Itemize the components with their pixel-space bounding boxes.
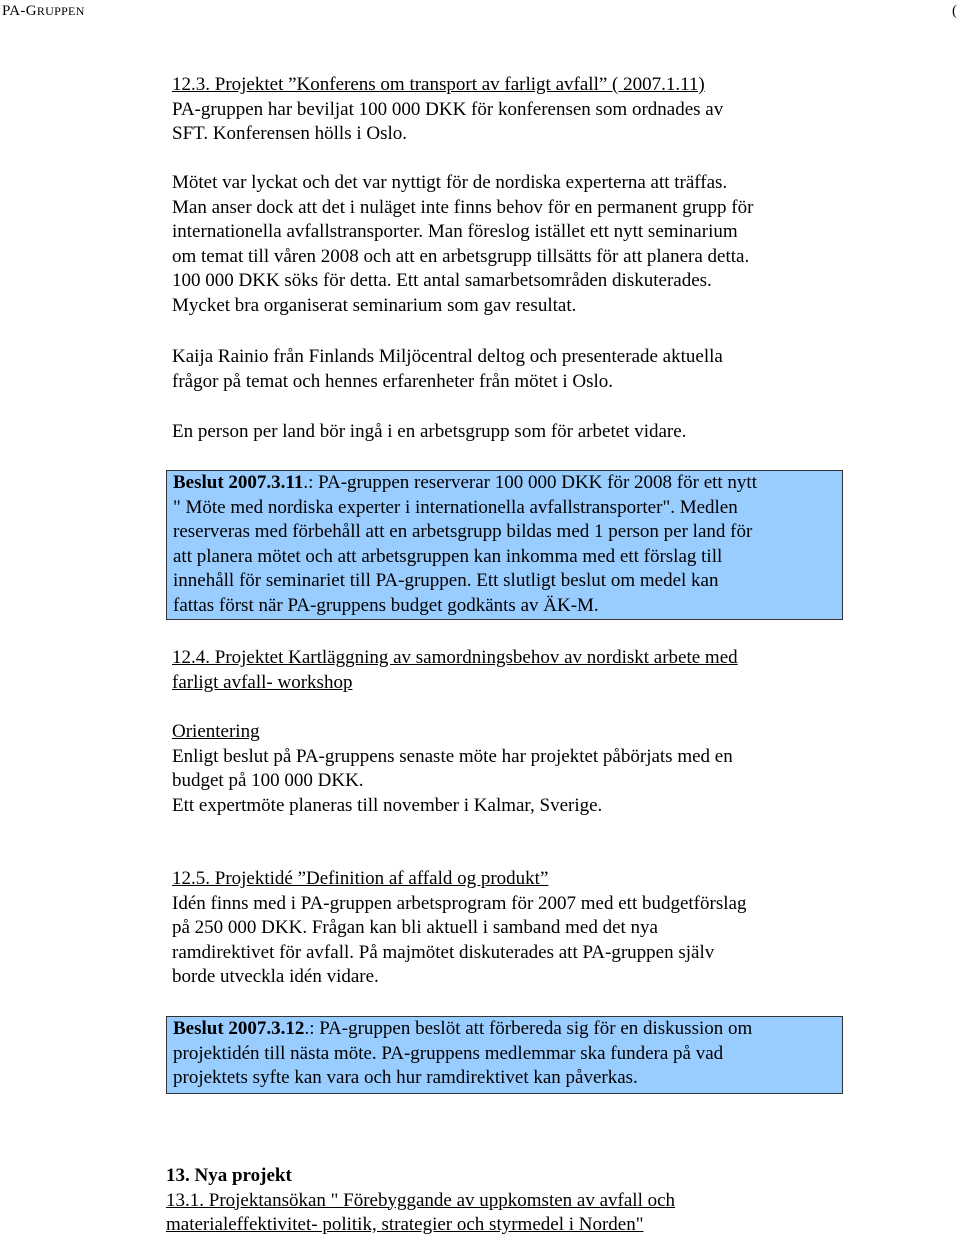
document-title [2, 0, 85, 22]
section-13-heading: 13. Nya projekt [166, 1165, 292, 1186]
paragraph-line: ramdirektivet för avfall. På majmötet diskuterades att PA-gruppen själv [172, 941, 715, 963]
section-12-4-body [172, 720, 862, 818]
section-12-3-paragraph-3 [172, 345, 862, 394]
paragraph-line: Idén finns med i PA-gruppen arbetsprogram för 2007 med ett budgetförslag [172, 892, 747, 914]
orientering-subheading: Orientering [172, 721, 260, 742]
decision-first-line [173, 471, 842, 496]
paragraph-line: Kaija Rainio från Finlands Miljöcentral deltog och presenterade aktuella [172, 346, 723, 367]
paragraph-line: En person per land bör ingå i en arbetsgrupp som för arbetet vidare. [172, 421, 687, 442]
paragraph-line: SFT. Konferensen hölls i Oslo. [172, 123, 408, 144]
paragraph-line: på 250 000 DKK. Frågan kan bli aktuell i samband med det nya [172, 917, 658, 938]
decision-line: " Möte med nordiska experter i internationella avfallstransporter". Medlen [173, 496, 738, 518]
decision-label: Beslut 2007.3.11 [173, 472, 304, 493]
section-12-3-paragraph-4 [172, 420, 862, 445]
decision-text: .: PA-gruppen reserverar 100 000 DKK för 2008 för ett nytt [303, 472, 757, 493]
section-12-4-heading-cont: farligt avfall- workshop [172, 671, 353, 693]
decision-line: projektidén till nästa möte. PA-gruppens medlemmar ska fundera på vad [173, 1042, 724, 1064]
paragraph-line: PA-gruppen har beviljat 100 000 DKK för konferensen som ordnades av [172, 98, 724, 120]
section-12-3-paragraph-2 [172, 171, 862, 318]
title-letter-g: G [25, 3, 37, 19]
paragraph-line: borde utveckla idén vidare. [172, 966, 379, 987]
section-12-3 [172, 73, 862, 147]
title-letter-p: P [2, 3, 10, 19]
section-13-1-heading: 13.1. Projektansökan " Förebyggande av uppkomsten av avfall och [166, 1189, 676, 1211]
paragraph-line: Man anser dock att det i nuläget inte finns behov för en permanent grupp för [172, 196, 754, 218]
section-12-4 [172, 646, 862, 695]
section-number: 12.4. [172, 647, 210, 668]
paragraph-line: Ett expertmöte planeras till november i Kalmar, Sverige. [172, 794, 603, 816]
section-title: Projektet Kartläggning av samordningsbehov av nordiskt arbete med [210, 647, 738, 668]
paragraph-line: om temat till våren 2008 och att en arbetsgrupp tillsätts för att planera detta. [172, 245, 750, 267]
decision-line: reserveras med förbehåll att en arbetsgrupp bildas med 1 person per land för [173, 521, 753, 542]
decision-text: .: PA-gruppen beslöt att förbereda sig för en diskussion om [304, 1018, 753, 1039]
paragraph-line: internationella avfallstransporter. Man föreslog istället ett nytt seminarium [172, 221, 738, 242]
header-page-fragment: ( [952, 3, 957, 19]
section-12-4-heading [172, 646, 862, 671]
decision-box-2007-3-11 [166, 470, 843, 620]
section-13 [166, 1164, 866, 1238]
decision-line: att planera mötet och att arbetsgruppen kan inkomma med ett förslag till [173, 545, 723, 567]
decision-label: Beslut 2007.3.12 [173, 1018, 305, 1039]
title-rest: RUPPEN [36, 4, 85, 18]
decision-line: projektets syfte kan vara och hur ramdirektivet kan påverkas. [173, 1067, 638, 1088]
section-12-5-heading: 12.5. Projektidé ”Definition af affald og produkt” [172, 868, 549, 889]
section-13-1-heading-cont: materialeffektivitet- politik, strategier och styrmedel i Norden" [166, 1214, 644, 1235]
paragraph-line: frågor på temat och hennes erfarenheter från mötet i Oslo. [172, 370, 614, 392]
decision-line: innehåll för seminariet till PA-gruppen. Ett slutligt beslut om medel kan [173, 570, 719, 591]
paragraph-line: Mötet var lyckat och det var nyttigt för de nordiska experterna att träffas. [172, 172, 728, 193]
page-header [0, 0, 960, 22]
section-12-5 [172, 867, 862, 990]
section-12-3-heading: 12.3. Projektet ”Konferens om transport av farligt avfall” ( 2007.1.11) [172, 74, 705, 95]
title-letter-a: A- [9, 3, 26, 19]
paragraph-line: Mycket bra organiserat seminarium som gav resultat. [172, 294, 577, 316]
decision-line: fattas först när PA-gruppens budget godkänts av ÄK-M. [173, 594, 599, 616]
paragraph-line: budget på 100 000 DKK. [172, 770, 364, 791]
paragraph-line: Enligt beslut på PA-gruppens senaste möte har projektet påbörjats med en [172, 745, 733, 767]
paragraph-line: 100 000 DKK söks för detta. Ett antal samarbetsområden diskuterades. [172, 270, 712, 291]
decision-first-line [173, 1017, 842, 1042]
decision-box-2007-3-12 [166, 1016, 843, 1094]
